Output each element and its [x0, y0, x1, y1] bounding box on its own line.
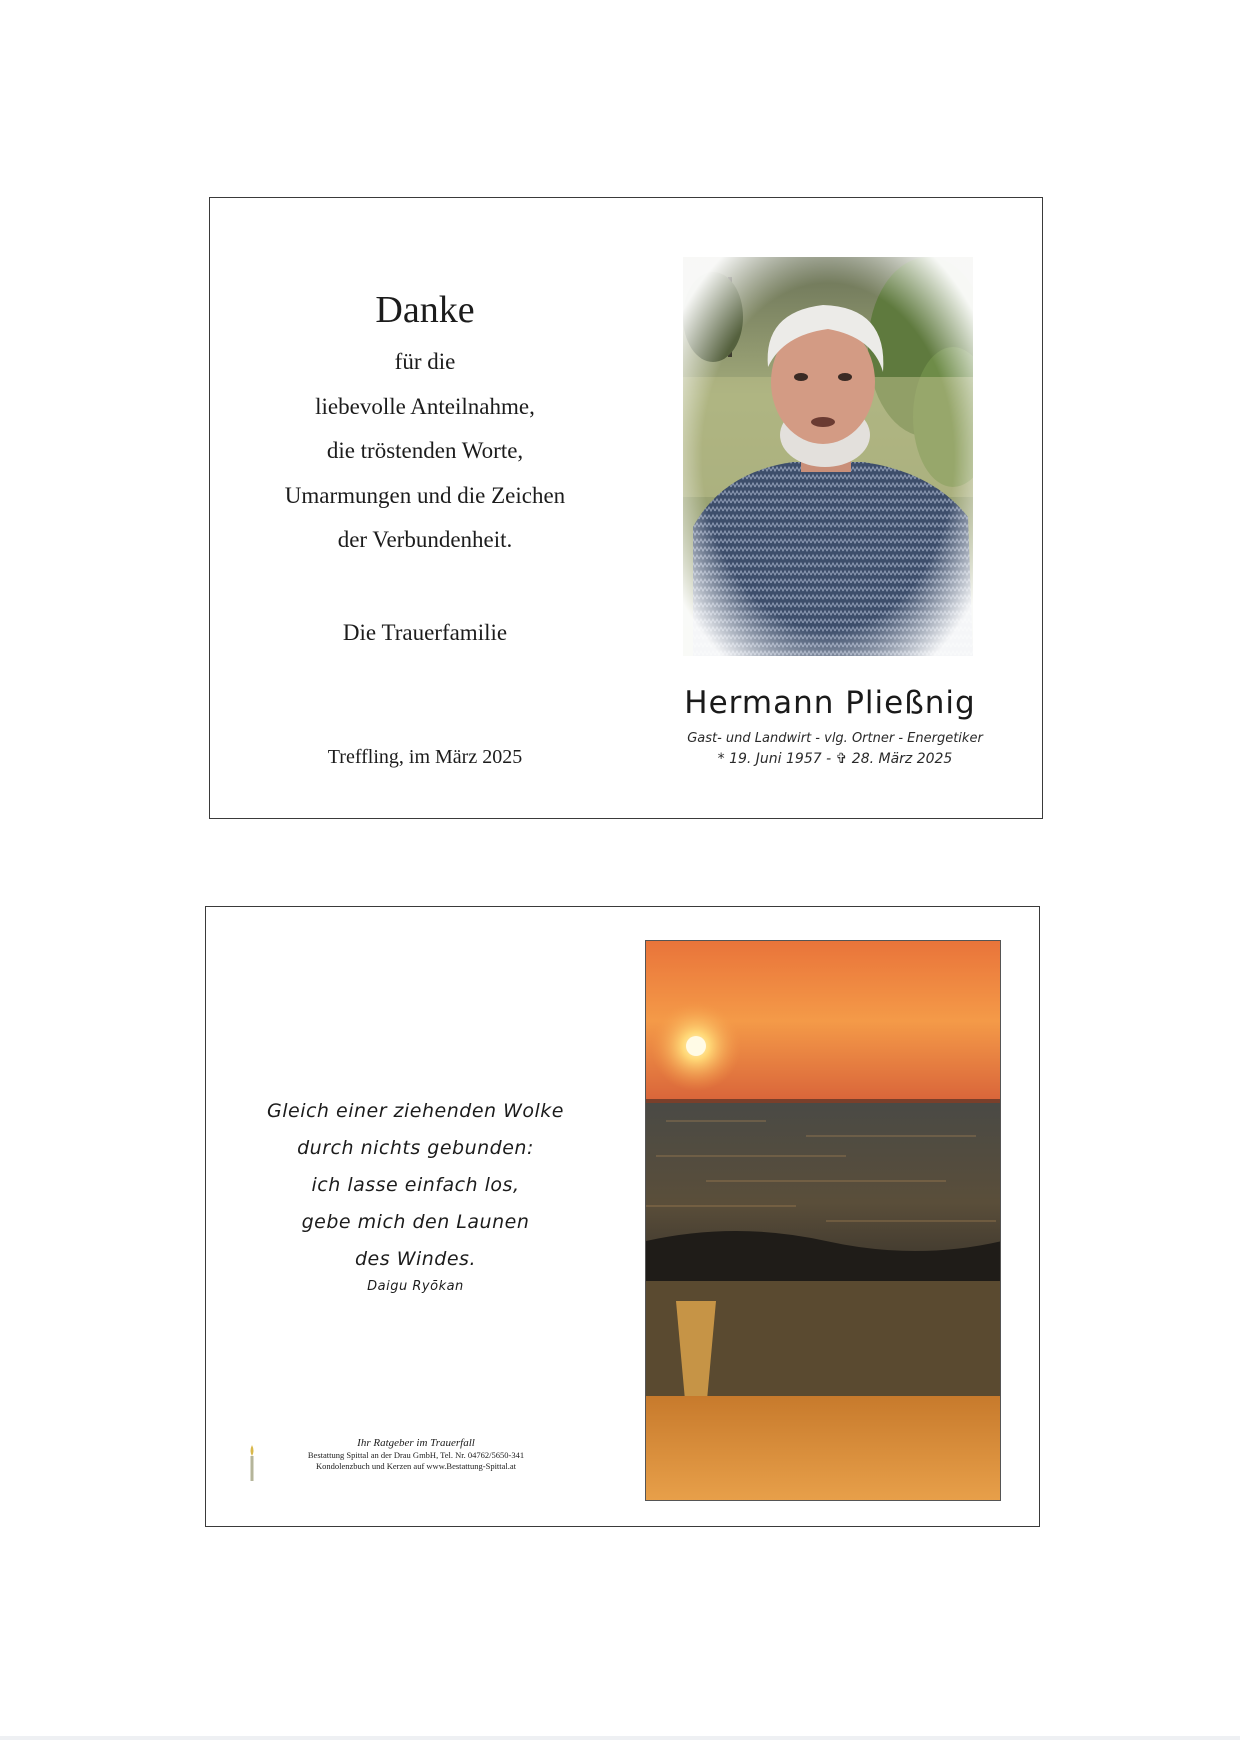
thanks-line: Umarmungen und die Zeichen [284, 482, 566, 508]
poem-line: durch nichts gebunden: [297, 1137, 534, 1159]
thanks-line: der Verbundenheit. [337, 527, 513, 552]
deceased-name: Hermann Pließnig [684, 685, 976, 721]
poem-author: Daigu Ryōkan [367, 1279, 464, 1294]
thank-you-card-back [205, 906, 1040, 1527]
family-signature: Die Trauerfamilie [342, 620, 508, 645]
poem-line: Gleich einer ziehenden Wolke [267, 1100, 564, 1122]
deceased-dates: * 19. Juni 1957 - ✞ 28. März 2025 [717, 751, 953, 767]
poem-line: ich lasse einfach los, [311, 1174, 520, 1196]
thanks-line: für die [394, 349, 456, 374]
thanks-title: Danke [375, 289, 475, 331]
poem-line: des Windes. [355, 1248, 476, 1270]
undertaker-contact: Bestattung Spittal an der Drau GmbH, Tel. Nr. 04762/5650-341 [307, 1450, 525, 1460]
undertaker-imprint [266, 1436, 566, 1472]
deceased-occupation: Gast- und Landwirt - vlg. Ortner - Energetiker [687, 731, 983, 746]
thanks-text-block [240, 286, 610, 563]
thanks-line: die tröstenden Worte, [326, 438, 524, 463]
portrait-photo [683, 257, 973, 656]
scan-edge-strip [0, 1736, 1240, 1740]
place-date: Treffling, im März 2025 [327, 746, 523, 768]
poem-line: gebe mich den Launen [301, 1211, 530, 1233]
thanks-line: liebevolle Anteilnahme, [315, 393, 535, 419]
undertaker-website: Kondolenzbuch und Kerzen auf www.Bestattung-Spittal.at [315, 1461, 517, 1471]
poem-block [228, 1093, 603, 1296]
thank-you-card-front [209, 197, 1043, 819]
undertaker-slogan: Ihr Ratgeber im Trauerfall [357, 1437, 475, 1449]
sunset-sea-photo [645, 940, 1001, 1501]
candle-logo-icon [246, 1443, 258, 1483]
